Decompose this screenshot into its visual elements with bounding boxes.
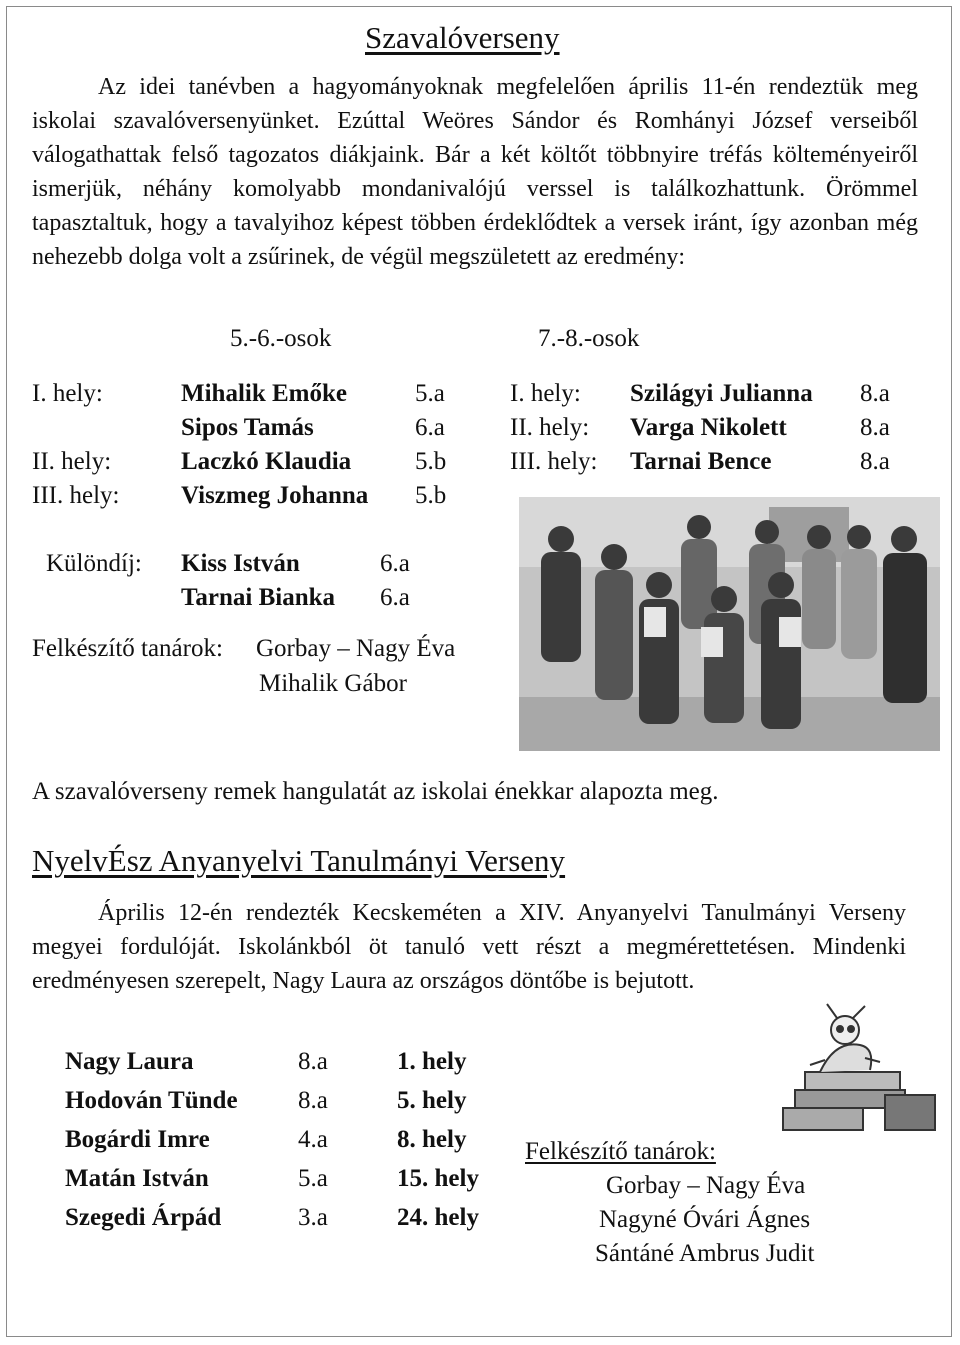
result-name: Nagy Laura [65,1048,194,1075]
winner-name: Varga Nikolett [630,414,787,441]
special-prize-class: 6.a [380,584,410,611]
teacher-name: Gorbay – Nagy Éva [606,1172,806,1199]
result-place: 5. hely [397,1087,467,1114]
special-prize-name: Kiss István [181,550,300,577]
special-prize-class: 6.a [380,550,410,577]
section-body-nyelvesz: Április 12-én rendezték Kecskeméten a XIV. Anyanyelvi Tanulmányi Verseny megyei fordulóját. Iskolánkból öt tanuló vett részt a megmérettetésen. Mindenki eredményesen szerepelt, Nagy Laura az országos döntőbe is bejutott. [32,900,906,994]
place-label: III. hely: [510,448,598,475]
section-title-szavaloverseny: Szavalóverseny [365,20,560,55]
winner-class: 5.b [415,482,447,509]
place-label: III. hely: [32,482,120,509]
teacher-name: Mihalik Gábor [259,670,407,697]
result-place: 8. hely [397,1126,467,1153]
group-heading-7-8: 7.-8.-osok [538,325,640,352]
place-label: I. hely: [32,380,103,407]
winner-name: Sipos Tamás [181,414,314,441]
winner-name: Laczkó Klaudia [181,448,352,475]
result-place: 15. hely [397,1165,479,1192]
group-photo [519,497,940,751]
winner-class: 8.a [860,414,890,441]
place-label: II. hely: [510,414,590,441]
section-title-nyelvesz: NyelvÉsz Anyanyelvi Tanulmányi Verseny [32,843,566,878]
result-class: 5.a [298,1165,328,1192]
result-name: Matán István [65,1165,209,1192]
special-prize-label: Különdíj: [46,550,142,577]
bookworm-illustration [765,1000,945,1140]
winner-class: 8.a [860,448,890,475]
section-body-szavaloverseny: Az idei tanévben a hagyományoknak megfelelően április 11-én rendeztük meg iskolai szavalóversenyünket. Ezúttal Weöres Sándor és Romhányi József verseiből válogathattak felső tagozatos diákjaink. Bár a két költőt többnyire tréfás költeményeiről ismerjük, néhány komolyabb mondanivalójú verssel is találkozhattunk. Örömmel tapasztaltuk, hogy a tavalyihoz képest többen érdeklődtek a versek iránt, így azonban még nehezebb dolga volt a zsűrinek, de végül megszületett az eredmény: [32,74,918,270]
winner-class: 5.b [415,448,447,475]
result-class: 8.a [298,1048,328,1075]
teacher-name: Sántáné Ambrus Judit [595,1240,815,1267]
place-label: I. hely: [510,380,581,407]
result-class: 3.a [298,1204,328,1231]
teachers-label: Felkészítő tanárok: [525,1138,716,1165]
result-class: 4.a [298,1126,328,1153]
winner-name: Viszmeg Johanna [181,482,369,509]
result-place: 1. hely [397,1048,467,1075]
winner-name: Szilágyi Julianna [630,380,813,407]
winner-name: Tarnai Bence [630,448,772,475]
result-name: Hodován Tünde [65,1087,238,1114]
group-heading-5-6: 5.-6.-osok [230,325,332,352]
special-prize-name: Tarnai Bianka [181,584,336,611]
teacher-name: Nagyné Óvári Ágnes [599,1206,811,1233]
teacher-name: Gorbay – Nagy Éva [256,635,456,662]
result-name: Szegedi Árpád [65,1204,222,1231]
winner-class: 5.a [415,380,445,407]
winner-name: Mihalik Emőke [181,380,347,407]
teachers-label: Felkészítő tanárok: [32,635,223,662]
result-name: Bogárdi Imre [65,1126,210,1153]
winner-class: 6.a [415,414,445,441]
winner-class: 8.a [860,380,890,407]
result-class: 8.a [298,1087,328,1114]
place-label: II. hely: [32,448,112,475]
result-place: 24. hely [397,1204,479,1231]
closing-sentence: A szavalóverseny remek hangulatát az iskolai énekkar alapozta meg. [32,778,719,805]
